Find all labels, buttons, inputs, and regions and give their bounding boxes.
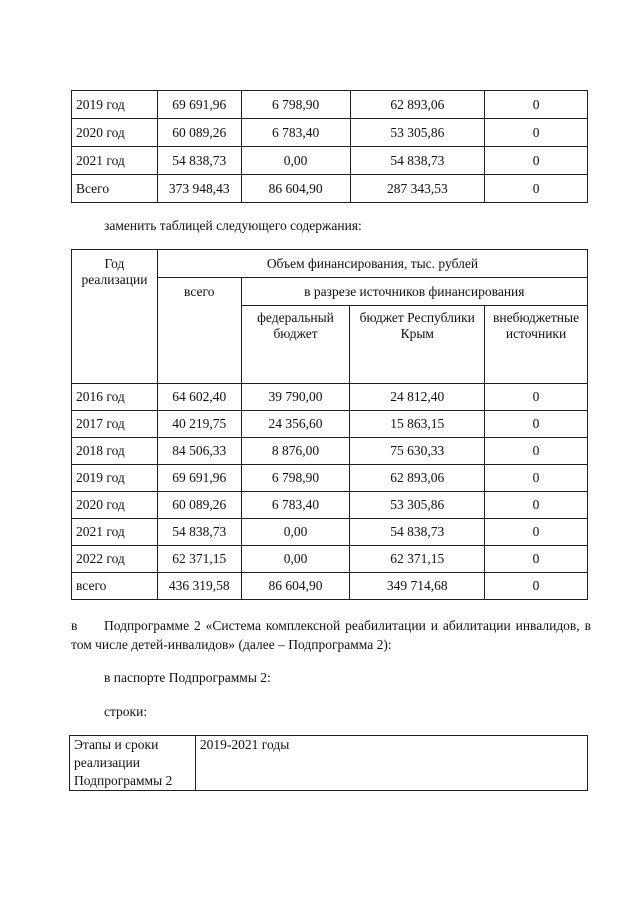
row-value-cell: 24 356,60: [241, 411, 350, 438]
row-value-cell: 0: [485, 91, 588, 119]
row-value-cell: 53 305,86: [350, 119, 485, 147]
row-value-cell: 0: [485, 438, 588, 465]
row-year-cell: Всего: [72, 175, 158, 203]
table-row: [72, 91, 588, 119]
header-year: Год реализации: [72, 250, 158, 384]
row-value-cell: 54 838,73: [157, 147, 241, 175]
subprogram-paragraph-first: в: [71, 618, 78, 633]
row-value-cell: 86 604,90: [241, 573, 350, 600]
row-value-cell: 62 893,06: [350, 465, 485, 492]
subprogram-paragraph: [71, 616, 591, 654]
row-value-cell: 6 783,40: [241, 492, 350, 519]
table-stages: [69, 735, 588, 791]
row-year-cell: 2016 год: [72, 384, 158, 411]
table-new-body: [72, 384, 588, 600]
row-value-cell: 60 089,26: [157, 119, 241, 147]
header-volume: Объем финансирования, тыс. рублей: [157, 250, 587, 278]
row-year-cell: 2019 год: [72, 465, 158, 492]
table-row: [72, 384, 588, 411]
table-row: [72, 147, 588, 175]
table-row: [72, 438, 588, 465]
row-value-cell: 6 798,90: [241, 91, 350, 119]
row-value-cell: 54 838,73: [350, 519, 485, 546]
row-value-cell: 0: [485, 411, 588, 438]
row-value-cell: 8 876,00: [241, 438, 350, 465]
row-value-cell: 60 089,26: [157, 492, 241, 519]
row-value-cell: 0: [485, 119, 588, 147]
header-extra: внебюджетные источники: [485, 306, 588, 384]
row-value-cell: 0,00: [241, 546, 350, 573]
row-value-cell: 54 838,73: [157, 519, 241, 546]
row-value-cell: 62 371,15: [157, 546, 241, 573]
header-crimea: бюджет Республики Крым: [350, 306, 485, 384]
row-value-cell: 0: [485, 147, 588, 175]
table-row: [72, 119, 588, 147]
row-year-cell: 2022 год: [72, 546, 158, 573]
row-year-cell: 2021 год: [72, 147, 158, 175]
row-value-cell: 75 630,33: [350, 438, 485, 465]
row-value-cell: 62 371,15: [350, 546, 485, 573]
row-value-cell: 53 305,86: [350, 492, 485, 519]
table-new-financing: [71, 249, 588, 600]
row-value-cell: 0,00: [241, 519, 350, 546]
row-value-cell: 436 319,58: [157, 573, 241, 600]
row-year-cell: 2020 год: [72, 492, 158, 519]
row-value-cell: 40 219,75: [157, 411, 241, 438]
passport-instruction: в паспорте Подпрограммы 2:: [104, 670, 271, 685]
row-value-cell: 6 798,90: [241, 465, 350, 492]
row-value-cell: 0: [485, 546, 588, 573]
row-year-cell: 2021 год: [72, 519, 158, 546]
table-row: [72, 546, 588, 573]
row-value-cell: 0: [485, 465, 588, 492]
table-row: [72, 465, 588, 492]
row-value-cell: 86 604,90: [241, 175, 350, 203]
table-row: [72, 573, 588, 600]
header-federal: федеральный бюджет: [241, 306, 350, 384]
subprogram-paragraph-rest: Подпрограмме 2 «Система комплексной реабилитации и абилитации инвалидов, в том числе детей-инвалидов» (далее – Подпрограмма 2):: [71, 618, 591, 652]
row-year-cell: 2018 год: [72, 438, 158, 465]
row-year-cell: 2017 год: [72, 411, 158, 438]
stages-value: 2019-2021 годы: [195, 736, 587, 791]
row-value-cell: 64 602,40: [157, 384, 241, 411]
table-row: [72, 411, 588, 438]
lines-instruction: строки:: [104, 704, 148, 719]
row-year-cell: 2020 год: [72, 119, 158, 147]
row-value-cell: 349 714,68: [350, 573, 485, 600]
header-by-sources: в разрезе источников финансирования: [241, 278, 587, 306]
row-value-cell: 0,00: [241, 147, 350, 175]
row-value-cell: 15 863,15: [350, 411, 485, 438]
row-value-cell: 0: [485, 573, 588, 600]
row-value-cell: 24 812,40: [350, 384, 485, 411]
table-previous-body: [72, 91, 588, 203]
row-value-cell: 0: [485, 175, 588, 203]
row-value-cell: 0: [485, 492, 588, 519]
row-value-cell: 62 893,06: [350, 91, 485, 119]
header-total: всего: [157, 278, 241, 384]
row-value-cell: 69 691,96: [157, 465, 241, 492]
row-value-cell: 54 838,73: [350, 147, 485, 175]
row-value-cell: 84 506,33: [157, 438, 241, 465]
table-row: [72, 492, 588, 519]
row-year-cell: 2019 год: [72, 91, 158, 119]
replace-instruction: заменить таблицей следующего содержания:: [104, 218, 362, 233]
row-value-cell: 69 691,96: [157, 91, 241, 119]
row-value-cell: 6 783,40: [241, 119, 350, 147]
row-value-cell: 0: [485, 519, 588, 546]
row-value-cell: 373 948,43: [157, 175, 241, 203]
row-value-cell: 0: [485, 384, 588, 411]
table-row: [72, 519, 588, 546]
stages-label: Этапы и сроки реализации Подпрограммы 2: [70, 736, 196, 791]
table-previous-financing: [71, 90, 588, 203]
row-year-cell: всего: [72, 573, 158, 600]
table-row: [72, 175, 588, 203]
row-value-cell: 287 343,53: [350, 175, 485, 203]
row-value-cell: 39 790,00: [241, 384, 350, 411]
